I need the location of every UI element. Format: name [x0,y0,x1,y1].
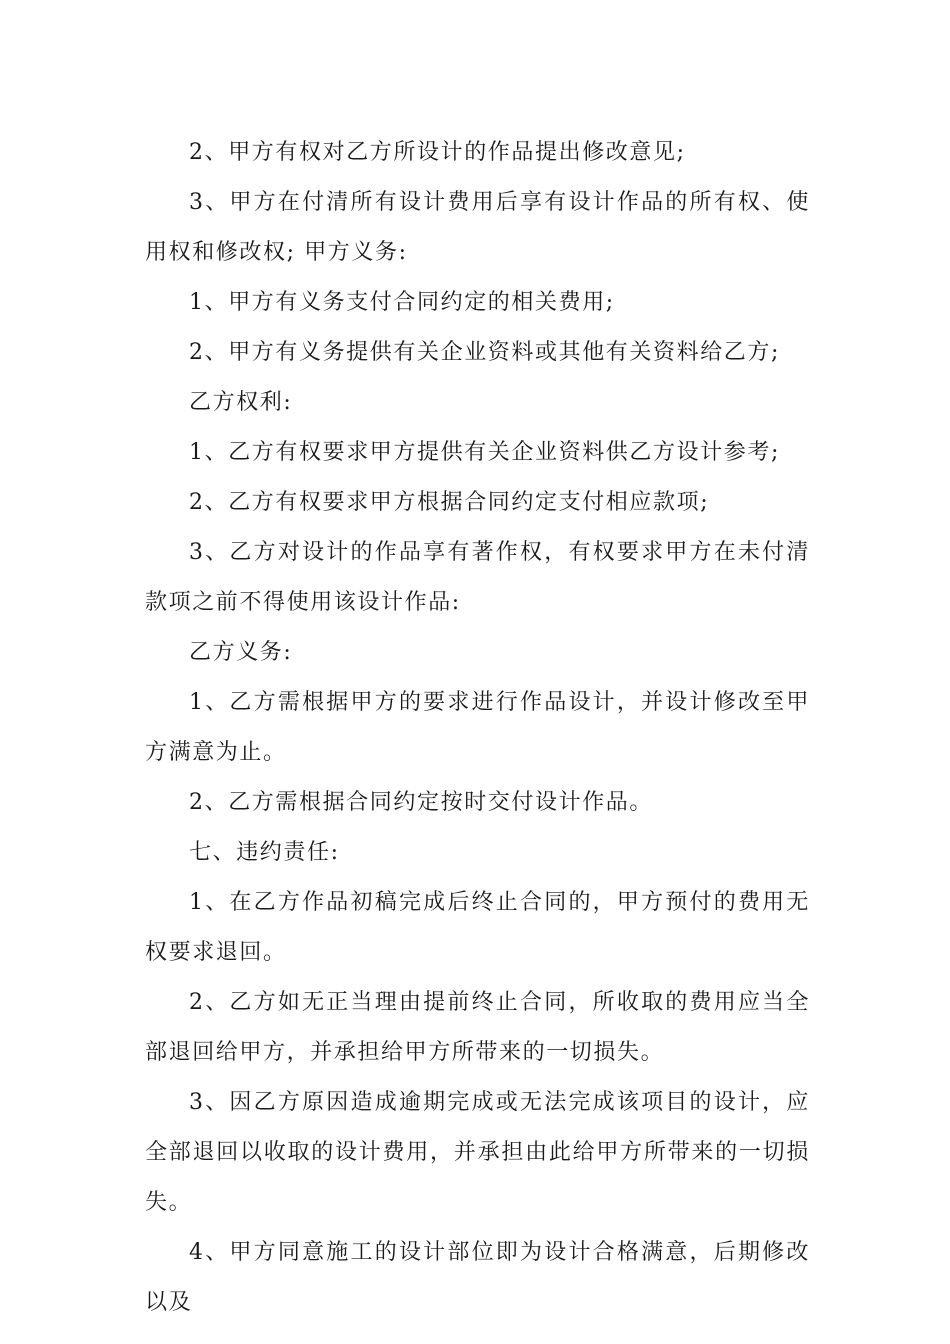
clause-breach-4: 4、甲方同意施工的设计部位即为设计合格满意，后期修改以及 [145,1240,810,1315]
clause-party-b-duty-2: 2、乙方需根据合同约定按时交付设计作品。 [189,790,653,815]
clause-party-a-duty-2: 2、甲方有义务提供有关企业资料或其他有关资料给乙方; [189,340,781,365]
clause-breach-2: 2、乙方如无正当理由提前终止合同，所收取的费用应当全部退回给甲方，并承担给甲方所带来的一切损失。 [145,990,810,1065]
heading-party-b-rights: 乙方权利: [189,390,293,415]
clause-party-b-right-3: 3、乙方对设计的作品享有著作权，有权要求甲方在未付清款项之前不得使用该设计作品: [145,540,810,615]
document-body [145,128,810,1328]
heading-breach-liability: 七、违约责任: [189,840,340,865]
clause-party-a-right-2: 2、甲方有权对乙方所设计的作品提出修改意见; [189,140,686,165]
clause-breach-3: 3、因乙方原因造成逾期完成或无法完成该项目的设计，应全部退回以收取的设计费用，并承担由此给甲方所带来的一切损失。 [145,1090,810,1215]
heading-party-b-duties: 乙方义务: [189,640,293,665]
clause-party-a-duty-1: 1、甲方有义务支付合同约定的相关费用; [189,290,615,315]
clause-party-b-right-1: 1、乙方有权要求甲方提供有关企业资料供乙方设计参考; [189,440,781,465]
clause-party-b-right-2: 2、乙方有权要求甲方根据合同约定支付相应款项; [189,490,710,515]
clause-party-b-duty-1: 1、乙方需根据甲方的要求进行作品设计，并设计修改至甲方满意为止。 [145,690,810,765]
clause-party-a-right-3: 3、甲方在付清所有设计费用后享有设计作品的所有权、使用权和修改权; 甲方义务: [145,190,810,265]
clause-breach-1: 1、在乙方作品初稿完成后终止合同的，甲方预付的费用无权要求退回。 [145,890,810,965]
